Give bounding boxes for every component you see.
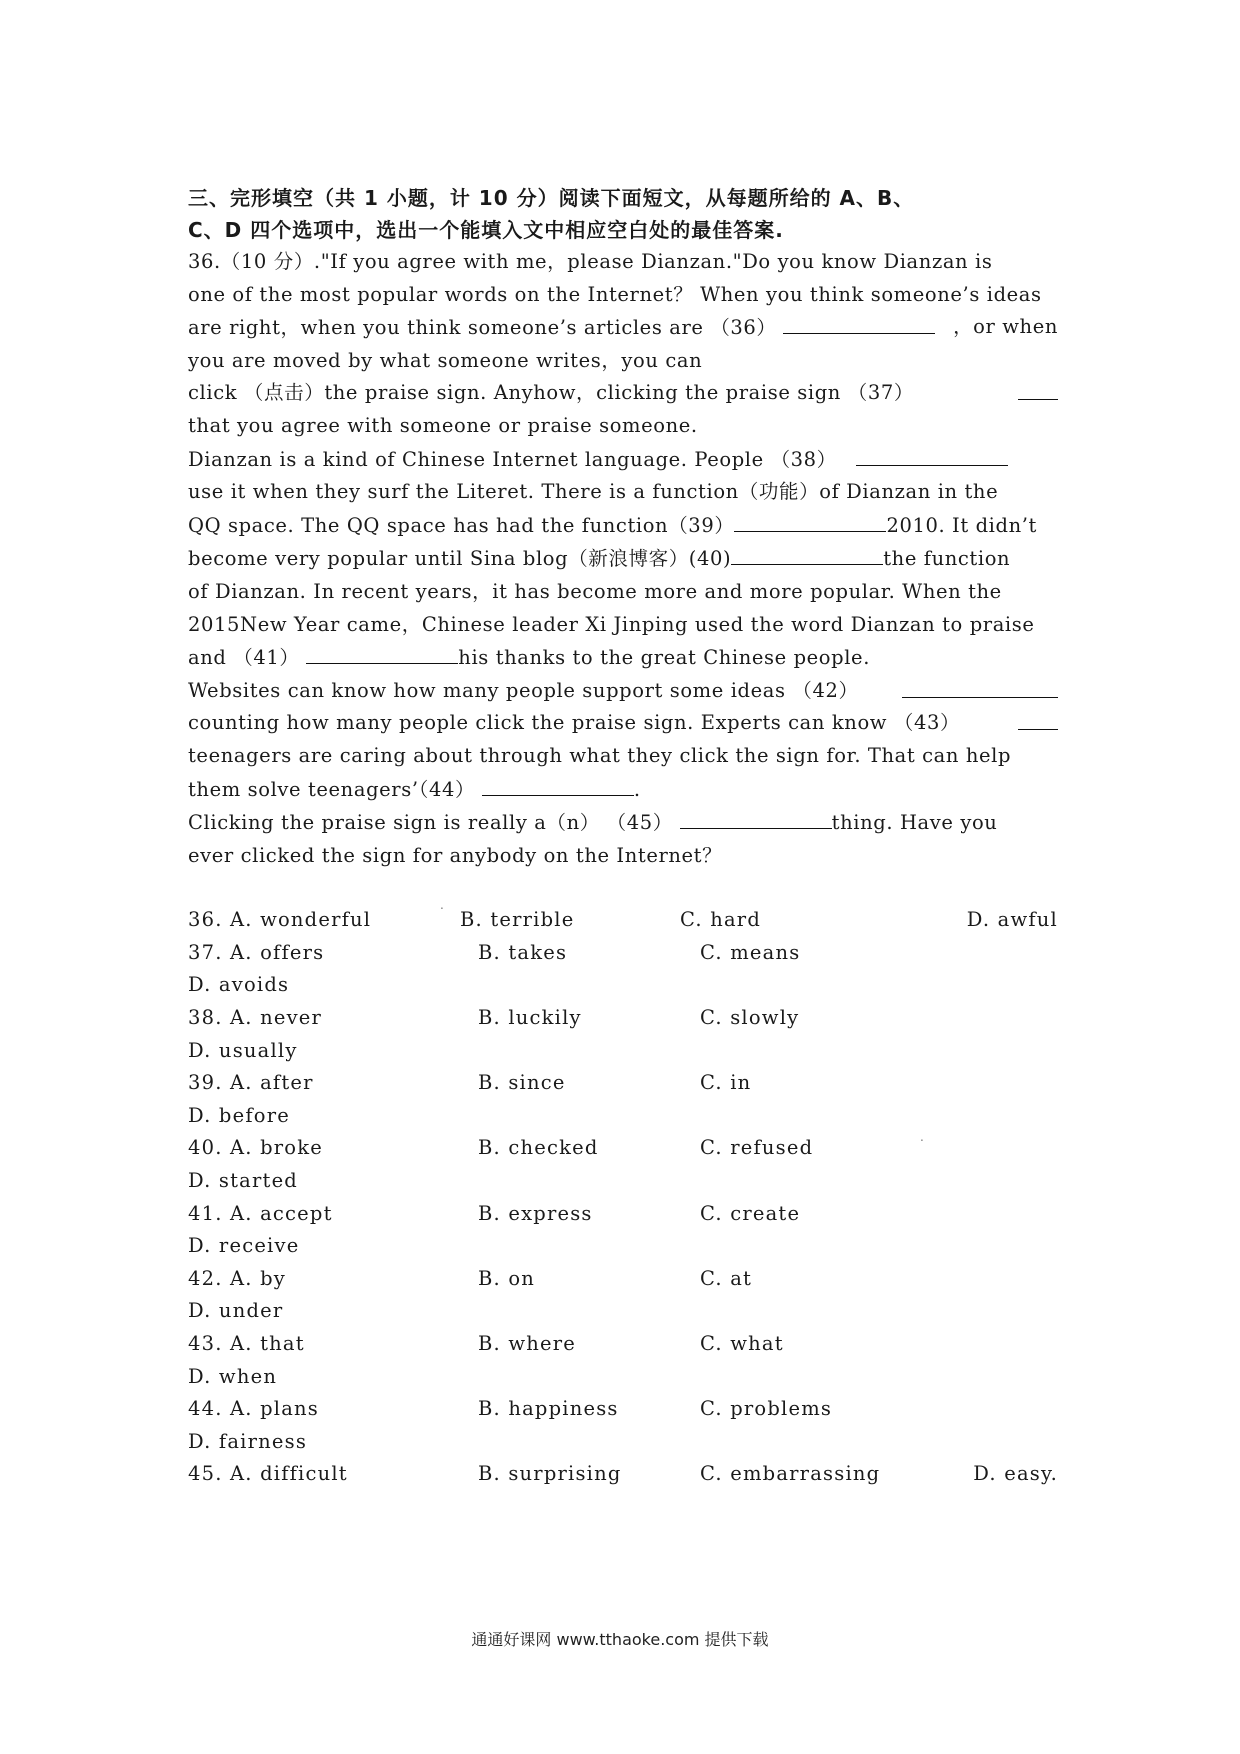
passage-line: them solve teenagers’（44） . [188, 773, 1058, 807]
question-options-row [188, 1263, 1058, 1296]
option-b: B. checked [478, 1136, 599, 1160]
passage-line: use it when they surf the Literet. There is a function（功能）of Dianzan in the [188, 480, 999, 504]
passage-line: become very popular until Sina blog（新浪博客）(40) the function [188, 542, 1058, 576]
cloze-passage [188, 246, 1058, 872]
option-a: 38. A. never [188, 1006, 323, 1030]
question-options-row [188, 1426, 1058, 1459]
option-c: C. create [700, 1201, 801, 1225]
blank-42 [902, 675, 1058, 698]
option-c: C. at [700, 1266, 753, 1290]
question-options-row [188, 1165, 1058, 1198]
passage-line: of Dianzan. In recent years，it has become more and more popular. When the [188, 579, 1002, 603]
question-options-row [188, 1067, 1058, 1100]
passage-line: Clicking the praise sign is really a（n） （45） thing. Have you [188, 806, 1058, 840]
option-d: D. easy. [973, 1462, 1058, 1486]
blank-38 [856, 443, 1008, 466]
option-c: C. refused [700, 1136, 814, 1160]
option-a: 42. A. by [188, 1266, 286, 1290]
option-d: D. when [188, 1364, 278, 1388]
option-c: C. in [700, 1071, 752, 1095]
option-c: C. slowly [700, 1006, 800, 1030]
passage-line: Websites can know how many people support some ideas （42） [188, 675, 1058, 708]
question-options-row [188, 1458, 1058, 1491]
blank-44 [482, 773, 634, 796]
option-b: B. takes [478, 940, 568, 964]
question-options-row [188, 1230, 1058, 1263]
option-a: 45. A. difficult [188, 1462, 348, 1486]
passage-line: 2015New Year came，Chinese leader Xi Jinping used the word Dianzan to praise [188, 612, 1035, 636]
option-b: B. where [478, 1332, 576, 1355]
passage-line: ever clicked the sign for anybody on the Internet？ [188, 843, 723, 867]
option-b: B. happiness [478, 1397, 619, 1421]
option-b: B. luckily [478, 1006, 582, 1030]
section-heading [188, 182, 1058, 246]
option-b: B. since [478, 1071, 566, 1095]
passage-line: one of the most popular words on the Internet？ When you think someone’s ideas [188, 282, 1042, 306]
option-d: D. usually [188, 1038, 298, 1062]
passage-line: and （41） his thanks to the great Chinese people. [188, 641, 1058, 675]
option-d: D. awful [966, 908, 1058, 932]
option-c: C. hard [680, 908, 762, 932]
option-d: D. before [188, 1103, 290, 1127]
question-options-row [188, 1132, 1058, 1165]
passage-line: that you agree with someone or praise someone. [188, 413, 698, 437]
option-a: 40. A. broke [188, 1136, 323, 1160]
question-options-row [188, 1361, 1058, 1394]
option-d: D. started [188, 1169, 298, 1193]
passage-line: 36.（10 分）."If you agree with me，please Dianzan."Do you know Dianzan is [188, 250, 993, 273]
option-a: 43. A. that [188, 1332, 305, 1355]
option-a: 41. A. accept [188, 1201, 333, 1225]
answer-options [188, 904, 1058, 1491]
passage-line: Dianzan is a kind of Chinese Internet language. People （38） [188, 443, 1058, 477]
heading-line-1: 三、完形填空（共 1 小题，计 10 分）阅读下面短文，从每题所给的 A、B、 [188, 186, 915, 210]
question-options-row [188, 937, 1058, 970]
exam-page [188, 182, 1058, 1491]
option-c: C. what [700, 1332, 784, 1355]
option-d: D. fairness [188, 1429, 308, 1453]
scan-speck: . [920, 1130, 924, 1144]
option-d: D. avoids [188, 973, 290, 997]
blank-45 [680, 806, 832, 829]
blank-37 [1018, 377, 1058, 400]
question-options-row [188, 1035, 1058, 1068]
heading-line-2: C、D 四个选项中，选出一个能填入文中相应空白处的最佳答案. [188, 218, 784, 242]
option-d: D. under [188, 1299, 284, 1323]
page-footer: 通通好课网 www.tthaoke.com 提供下载 [471, 1630, 769, 1649]
passage-line: QQ space. The QQ space has had the function（39） 2010. It didn’t [188, 509, 1058, 543]
passage-line: teenagers are caring about through what they click the sign for. That can help [188, 743, 1012, 767]
passage-line: counting how many people click the praise sign. Experts can know （43） [188, 707, 1058, 740]
option-a: 39. A. after [188, 1071, 314, 1095]
blank-36 [783, 311, 935, 334]
option-c: C. problems [700, 1397, 833, 1421]
option-d: D. receive [188, 1234, 300, 1258]
option-b: B. on [478, 1266, 536, 1290]
question-options-row [188, 904, 1058, 937]
option-c: C. embarrassing [700, 1462, 881, 1486]
passage-line: you are moved by what someone writes，you can [188, 348, 703, 372]
scan-speck: . [440, 898, 444, 912]
question-options-row [188, 1002, 1058, 1035]
option-a: 37. A. offers [188, 940, 325, 964]
option-b: B. express [478, 1201, 593, 1225]
question-options-row [188, 969, 1058, 1002]
passage-line: are right，when you think someone’s articles are （36） ，or when [188, 311, 1058, 345]
blank-39 [734, 509, 886, 532]
blank-40 [731, 542, 883, 565]
option-a: 36. A. wonderful [188, 908, 372, 932]
option-b: B. terrible [460, 908, 575, 932]
option-c: C. means [700, 940, 801, 964]
passage-line: click （点击）the praise sign. Anyhow，clicking the praise sign （37） [188, 377, 1058, 410]
option-b: B. surprising [478, 1462, 622, 1486]
question-options-row [188, 1393, 1058, 1426]
option-a: 44. A. plans [188, 1397, 320, 1421]
question-options-row [188, 1295, 1058, 1328]
question-options-row [188, 1198, 1058, 1231]
blank-43 [1018, 707, 1058, 730]
question-options-row [188, 1328, 1058, 1361]
blank-41 [306, 641, 458, 664]
question-options-row [188, 1100, 1058, 1133]
